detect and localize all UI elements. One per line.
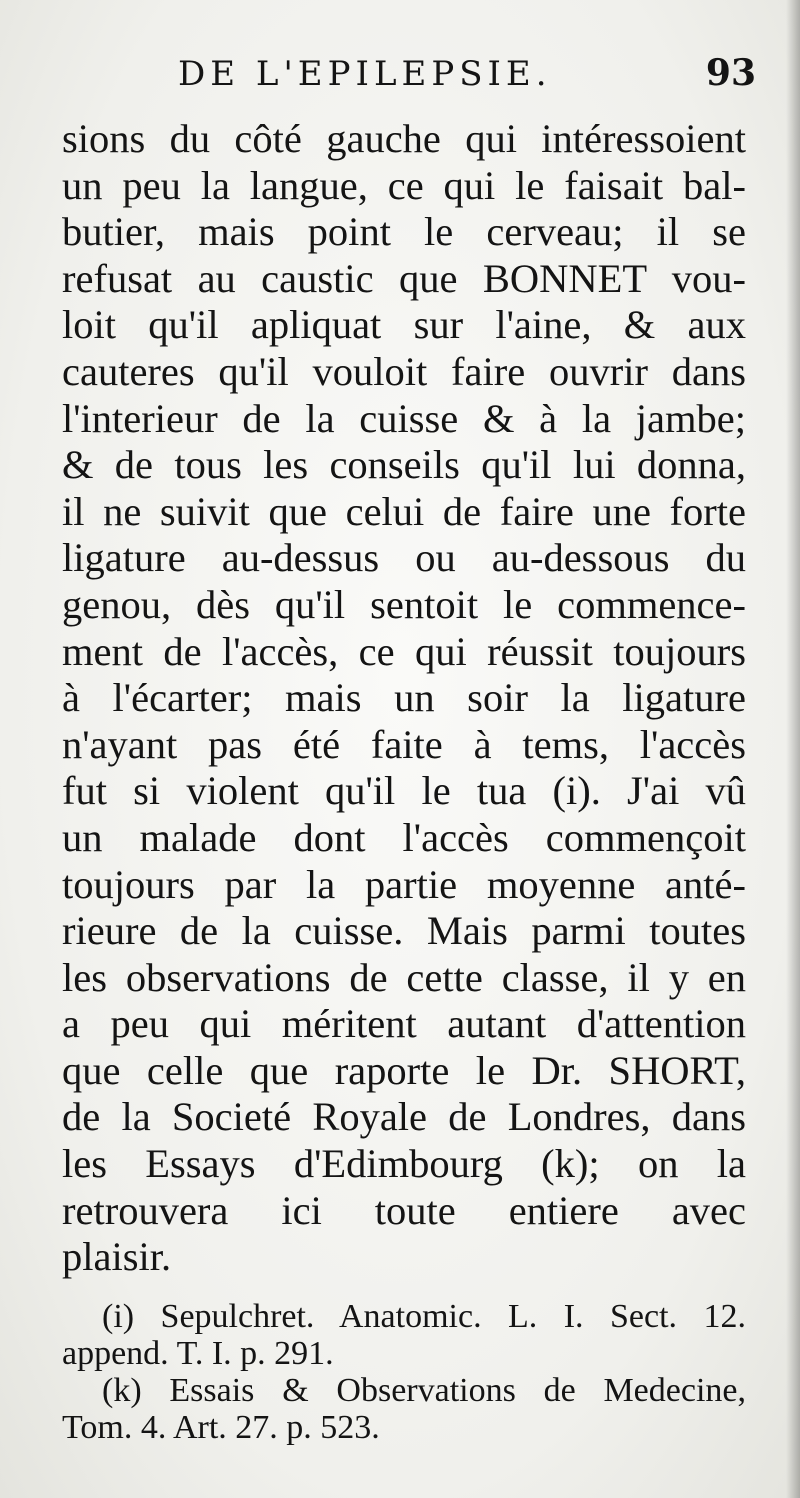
text-line: ligature au-dessus ou au-dessous du: [62, 535, 746, 581]
text-line: de la Societé Royale de Londres, dans: [62, 1094, 746, 1140]
text-line: loit qu'il apliquat sur l'aine, & aux: [62, 302, 746, 348]
page-edge-shadow: [786, 0, 800, 1498]
footnote-k-continued: Tom. 4. Art. 27. p. 523.: [62, 1409, 380, 1446]
footnotes: [62, 1298, 746, 1446]
text-line: butier, mais point le cerveau; il se: [62, 209, 746, 255]
footnote-k: (k) Essais & Observations de Medecine,: [102, 1372, 746, 1409]
text-line: a peu qui méritent autant d'attention: [62, 1001, 746, 1047]
page-header: [60, 48, 760, 98]
text-line: n'ayant pas été faite à tems, l'accès: [62, 721, 746, 767]
text-line: fut si violent qu'il le tua (i). J'ai vû: [62, 768, 746, 814]
text-line: que celle que raporte le Dr. SHORT,: [62, 1047, 746, 1093]
text-line: plaisir.: [62, 1234, 172, 1280]
text-line: l'interieur de la cuisse & à la jambe;: [62, 395, 746, 441]
text-line: cauteres qu'il vouloit faire ouvrir dans: [62, 348, 746, 394]
footnote-i-continued: append. T. I. p. 291.: [62, 1335, 334, 1372]
page-number: 93: [705, 52, 756, 94]
text-line: genou, dès qu'il sentoit le commence-: [62, 581, 746, 627]
text-line: un peu la langue, ce qui le faisait bal-: [62, 162, 746, 208]
text-line: refusat au caustic que BONNET vou-: [62, 255, 746, 301]
text-line: rieure de la cuisse. Mais parmi toutes: [62, 908, 746, 954]
text-line: retrouvera ici toute entiere avec: [62, 1187, 746, 1233]
text-line: un malade dont l'accès commençoit: [62, 814, 746, 860]
body-text: [62, 116, 746, 1281]
text-line: toujours par la partie moyenne anté-: [62, 861, 746, 907]
text-line: & de tous les conseils qu'il lui donna,: [62, 442, 746, 488]
footnote-i: (i) Sepulchret. Anatomic. L. I. Sect. 12.: [102, 1298, 746, 1335]
text-line: à l'écarter; mais un soir la ligature: [62, 675, 746, 721]
running-head: DE L'EPILEPSIE.: [178, 54, 552, 94]
text-line: les Essays d'Edimbourg (k); on la: [62, 1141, 746, 1187]
text-line: il ne suivit que celui de faire une forte: [62, 488, 746, 534]
text-line: ment de l'accès, ce qui réussit toujours: [62, 628, 746, 674]
text-line: sions du côté gauche qui intéressoient: [62, 116, 746, 161]
text-line: les observations de cette classe, il y en: [62, 954, 746, 1000]
